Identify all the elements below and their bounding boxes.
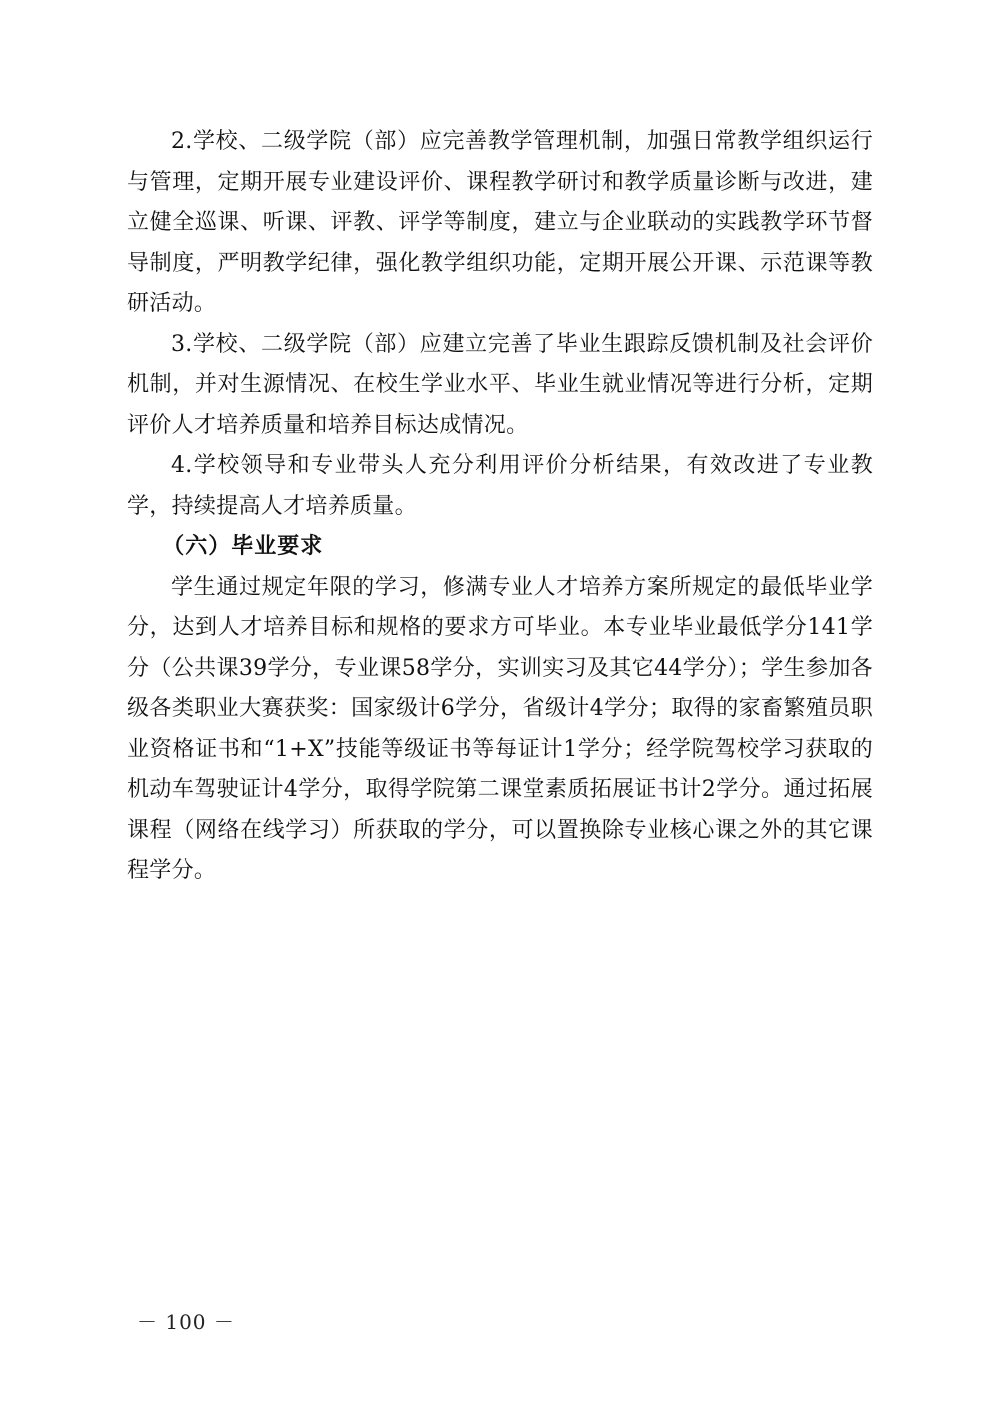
paragraph-item-3: 3.学校、二级学院（部）应建立完善了毕业生跟踪反馈机制及社会评价机制，并对生源情况、在校生学业水平、毕业生就业情况等进行分析，定期评价人才培养质量和培养目标达成情况。 bbox=[127, 331, 873, 438]
page-content bbox=[127, 122, 873, 892]
paragraph-item-2: 2.学校、二级学院（部）应完善教学管理机制，加强日常教学组织运行与管理，定期开展专业建设评价、课程教学研讨和教学质量诊断与改进，建立健全巡课、听课、评教、评学等制度，建立与企业联动的实践教学环节督导制度，严明教学纪律，强化教学组织功能，定期开展公开课、示范课等教研活动。 bbox=[127, 129, 873, 316]
graduation-requirements-paragraph: 学生通过规定年限的学习，修满专业人才培养方案所规定的最低毕业学分，达到人才培养目标和规格的要求方可毕业。本专业毕业最低学分141学分（公共课39学分，专业课58学分，实训实习及其它44学分）；学生参加各级各类职业大赛获奖：国家级计6学分，省级计4学分；取得的家畜繁殖员职业资格证书和“1+X”技能等级证书等每证计1学分；经学院驾校学习获取的机动车驾驶证计4学分，取得学院第二课堂素质拓展证书计2学分。通过拓展课程（网络在线学习）所获取的学分，可以置换除专业核心课之外的其它课程学分。 bbox=[127, 574, 873, 883]
section-heading-graduation-requirements: （六）毕业要求 bbox=[162, 534, 324, 559]
page-number: － 100 － bbox=[137, 1310, 235, 1334]
paragraph-item-4: 4.学校领导和专业带头人充分利用评价分析结果，有效改进了专业教学，持续提高人才培养质量。 bbox=[127, 453, 873, 519]
